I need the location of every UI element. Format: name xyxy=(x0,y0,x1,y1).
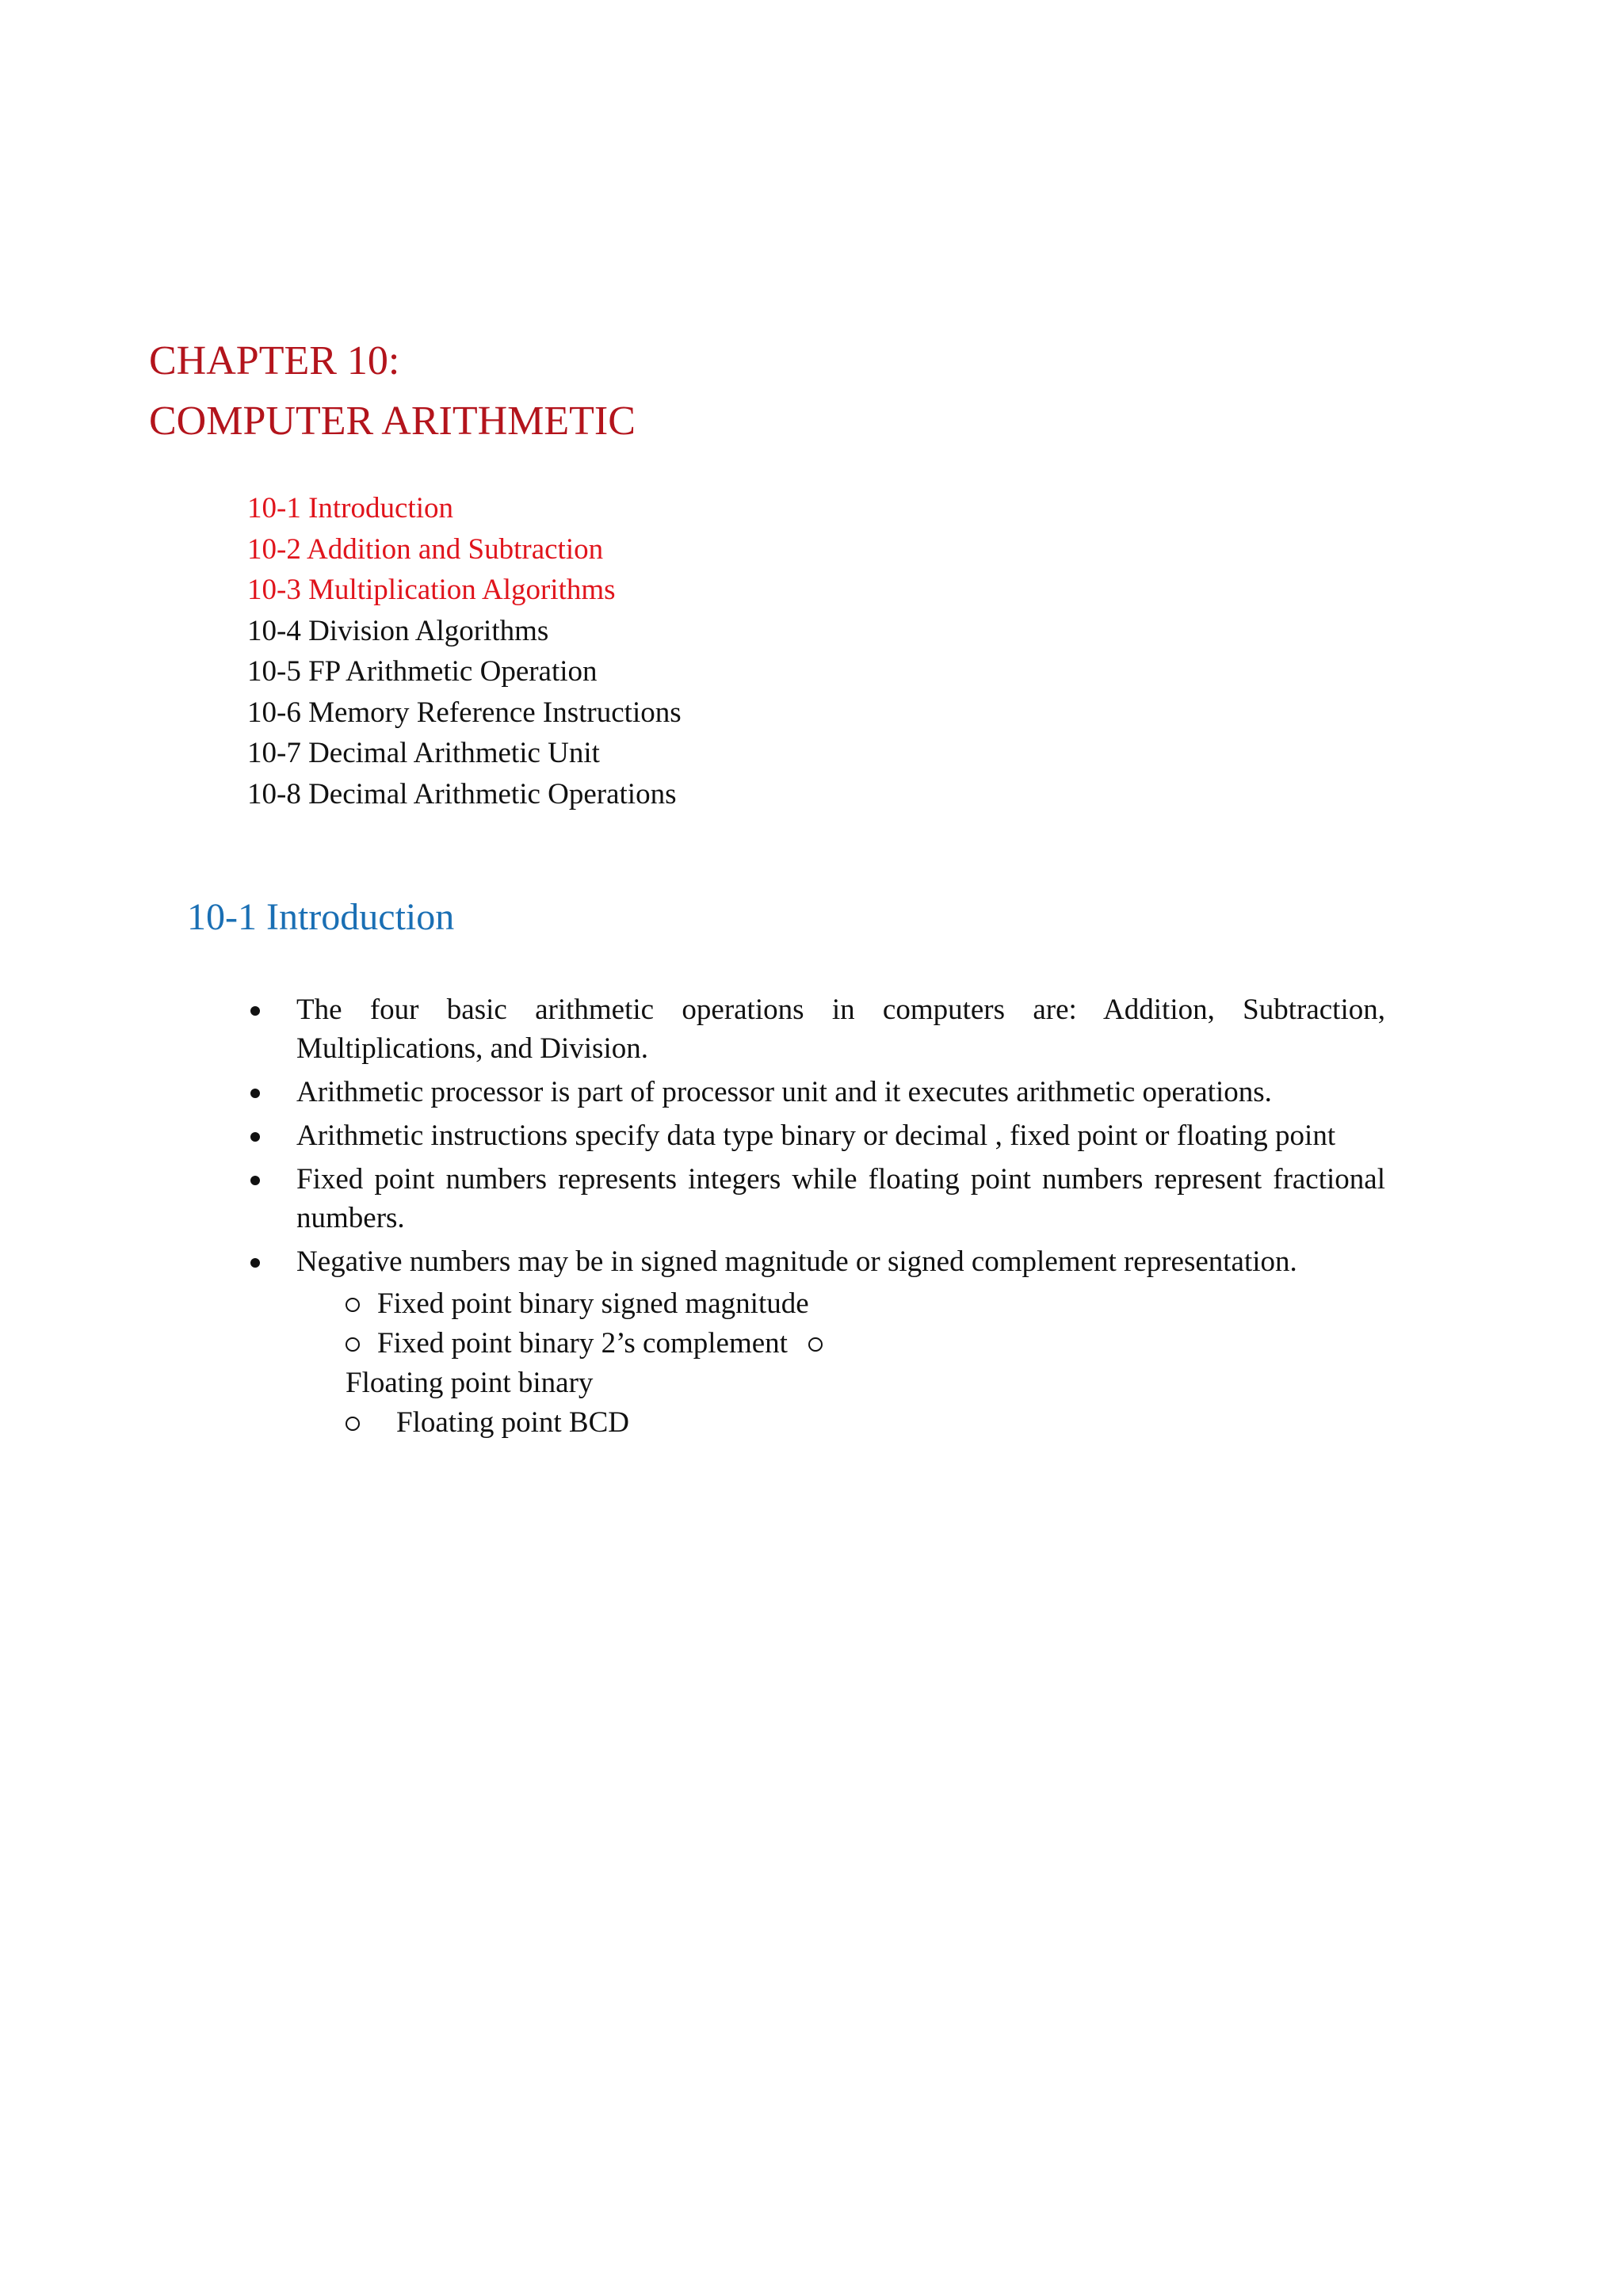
chapter-number: CHAPTER 10: xyxy=(149,338,400,383)
table-of-contents xyxy=(247,488,682,814)
circle-bullet-icon xyxy=(808,1337,823,1352)
toc-item-multiplication[interactable]: 10-3 Multiplication Algorithms xyxy=(247,574,616,606)
toc-item-decimal-unit: 10-7 Decimal Arithmetic Unit xyxy=(247,737,600,769)
chapter-title xyxy=(149,331,636,452)
sub-list-item-text: Floating point binary xyxy=(346,1367,594,1399)
bullet-dot-icon xyxy=(250,1006,260,1016)
circle-bullet-icon xyxy=(346,1417,360,1431)
toc-item-memory-reference: 10-6 Memory Reference Instructions xyxy=(247,696,682,729)
bullet-dot-icon xyxy=(250,1258,260,1268)
section-heading: 10-1 Introduction xyxy=(187,896,455,938)
sub-list-item xyxy=(296,1284,1385,1324)
list-item-text: Negative numbers may be in signed magnitude or signed complement representation. xyxy=(296,1245,1297,1278)
list-item xyxy=(238,1073,1385,1112)
bullet-dot-icon xyxy=(250,1176,260,1185)
list-item-text: Arithmetic instructions specify data type binary or decimal , fixed point or floating point xyxy=(296,1119,1336,1152)
list-item-text: Arithmetic processor is part of processor unit and it executes arithmetic operations. xyxy=(296,1076,1272,1108)
toc-item-introduction[interactable]: 10-1 Introduction xyxy=(247,492,453,524)
bullet-dot-icon xyxy=(250,1132,260,1142)
list-item xyxy=(238,1242,1385,1443)
sub-list-item xyxy=(296,1403,1385,1443)
circle-bullet-icon xyxy=(346,1298,360,1312)
toc-item-division: 10-4 Division Algorithms xyxy=(247,614,549,647)
list-item-text: The four basic arithmetic operations in computers are: Addition, Subtraction, Multiplications, and Division. xyxy=(296,994,1385,1065)
list-item-text: Fixed point numbers represents integers while floating point numbers represent fractional numbers. xyxy=(296,1163,1385,1234)
sub-list-item-text: Fixed point binary signed magnitude xyxy=(377,1287,809,1320)
sub-list-item-text: Fixed point binary 2’s complement xyxy=(377,1327,788,1360)
bullet-dot-icon xyxy=(250,1089,260,1098)
list-item xyxy=(238,1116,1385,1155)
circle-bullet-icon xyxy=(346,1337,360,1352)
toc-item-decimal-operations: 10-8 Decimal Arithmetic Operations xyxy=(247,777,677,810)
list-item xyxy=(238,990,1385,1068)
bullet-list xyxy=(238,990,1385,1446)
list-item xyxy=(238,1160,1385,1238)
sub-list-item xyxy=(296,1363,1385,1403)
chapter-name: COMPUTER ARITHMETIC xyxy=(149,399,636,444)
toc-item-fp-arithmetic: 10-5 FP Arithmetic Operation xyxy=(247,655,598,688)
sub-list-item-text: Floating point BCD xyxy=(396,1406,629,1439)
toc-item-addition-subtraction[interactable]: 10-2 Addition and Subtraction xyxy=(247,532,604,566)
sub-list-item xyxy=(296,1324,1385,1363)
sub-list xyxy=(296,1284,1385,1443)
